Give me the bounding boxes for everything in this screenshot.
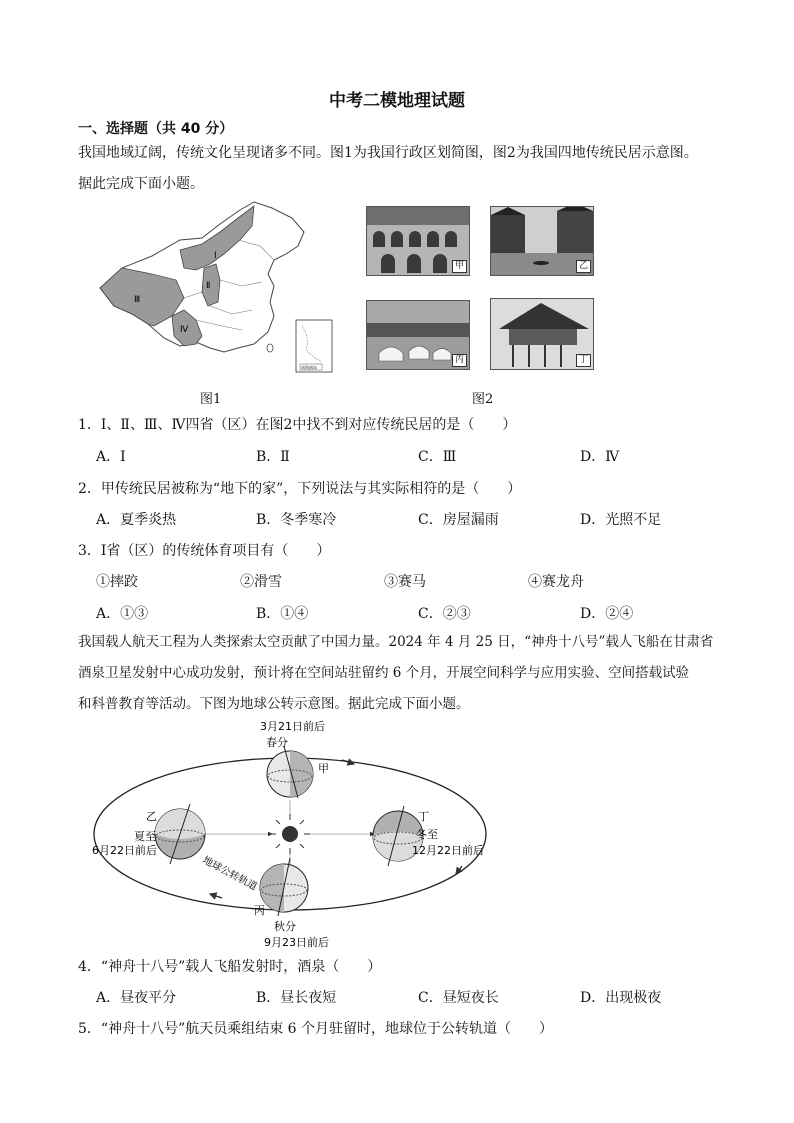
summer-term: 夏至 <box>134 830 156 843</box>
q1-option-c[interactable]: C．Ⅲ <box>418 449 457 465</box>
fig2-caption: 图2 <box>472 392 494 407</box>
q3-option-c[interactable]: C．②③ <box>418 606 471 622</box>
q2-option-b[interactable]: B．冬季寒冷 <box>256 512 337 528</box>
q4-option-b[interactable]: B．昼长夜短 <box>256 990 337 1006</box>
intro-line: 据此完成下面小题。 <box>78 176 204 192</box>
q2-option-c[interactable]: C．房屋漏雨 <box>418 512 499 528</box>
earth-spring <box>267 746 313 798</box>
question-4: 4．“神舟十八号”载人飞船发射时，酒泉（ ） <box>78 959 382 975</box>
autumn-term: 秋分 <box>274 920 296 933</box>
q4-option-d[interactable]: D．出现极夜 <box>580 990 662 1006</box>
page-title: 中考二模地理试题 <box>329 91 465 111</box>
q1-option-b[interactable]: B．Ⅱ <box>256 449 290 465</box>
earth-autumn <box>260 858 308 916</box>
photo-yi <box>490 206 594 276</box>
question-5: 5．“神舟十八号”航天员乘组结束 6 个月驻留时，地球位于公转轨道（ ） <box>78 1021 554 1037</box>
inset-label: 南海诸岛 <box>301 365 317 370</box>
china-map-figure <box>92 198 342 376</box>
section-heading: 一、选择题（共 40 分） <box>78 121 234 137</box>
intro-line: 和科普教育等活动。下图为地球公转示意图。据此完成下面小题。 <box>78 696 470 712</box>
region-label-III: Ⅲ <box>134 295 141 305</box>
question-2: 2．甲传统民居被称为“地下的家”，下列说法与其实际相符的是（ ） <box>78 481 522 497</box>
position-ding: 丁 <box>418 810 429 823</box>
q4-option-a[interactable]: A．昼夜平分 <box>96 990 177 1006</box>
question-1: 1．Ⅰ、Ⅱ、Ⅲ、Ⅳ四省（区）在图2中找不到对应传统民居的是（ ） <box>78 417 517 433</box>
photo-jia <box>366 206 470 276</box>
question-3: 3．Ⅰ省（区）的传统体育项目有（ ） <box>78 543 331 559</box>
q4-option-c[interactable]: C．昼短夜长 <box>418 990 499 1006</box>
intro-line: 我国地域辽阔，传统文化呈现诸多不同。图1为我国行政区划简图，图2为我国四地传统民居示意图。 <box>78 145 698 161</box>
q2-option-a[interactable]: A．夏季炎热 <box>96 512 177 528</box>
q1-option-d[interactable]: D．Ⅳ <box>580 449 620 465</box>
position-jia: 甲 <box>318 762 329 775</box>
photo-label-jia: 甲 <box>452 260 467 273</box>
intro-line: 我国载人航天工程为人类探索太空贡献了中国力量。2024 年 4 月 25 日，“神舟十八号”载人飞船在甘肃省 <box>78 634 714 650</box>
q3-item-1: ①摔跤 <box>96 574 138 590</box>
photo-label-yi: 乙 <box>576 260 591 273</box>
spring-date: 3月21日前后 <box>260 720 325 733</box>
intro-paragraph-2 <box>78 627 758 720</box>
q2-option-d[interactable]: D．光照不足 <box>580 512 662 528</box>
region-label-IV: Ⅳ <box>180 325 189 335</box>
spring-term: 春分 <box>266 736 288 749</box>
intro-paragraph-1 <box>78 138 738 200</box>
photo-label-bing: 丙 <box>452 354 467 367</box>
q3-option-a[interactable]: A．①③ <box>96 606 149 622</box>
region-label-I: Ⅰ <box>214 251 217 261</box>
q3-item-3: ③赛马 <box>384 574 426 590</box>
winter-term: 冬至 <box>416 828 438 841</box>
position-bing: 丙 <box>254 904 265 917</box>
summer-date: 6月22日前后 <box>92 844 157 857</box>
q1-option-a[interactable]: A．Ⅰ <box>96 449 126 465</box>
photo-label-ding: 丁 <box>576 354 591 367</box>
autumn-date: 9月23日前后 <box>264 936 329 949</box>
region-label-II: Ⅱ <box>206 281 211 291</box>
sun-icon <box>270 814 310 854</box>
earth-orbit-diagram <box>84 716 504 952</box>
position-yi: 乙 <box>146 810 157 823</box>
winter-date: 12月22日前后 <box>412 844 484 857</box>
q3-item-4: ④赛龙舟 <box>528 574 584 590</box>
earth-summer <box>155 804 205 864</box>
photo-ding <box>490 298 594 370</box>
q3-option-d[interactable]: D．②④ <box>580 606 634 622</box>
fig1-caption: 图1 <box>200 392 222 407</box>
q3-item-2: ②滑雪 <box>240 574 282 590</box>
intro-line: 酒泉卫星发射中心成功发射，预计将在空间站驻留约 6 个月，开展空间科学与应用实验、空间搭载试验 <box>78 665 690 681</box>
orbit-label: 地球公转轨道 <box>200 854 259 893</box>
q3-option-b[interactable]: B．①④ <box>256 606 309 622</box>
photo-bing <box>366 300 470 370</box>
